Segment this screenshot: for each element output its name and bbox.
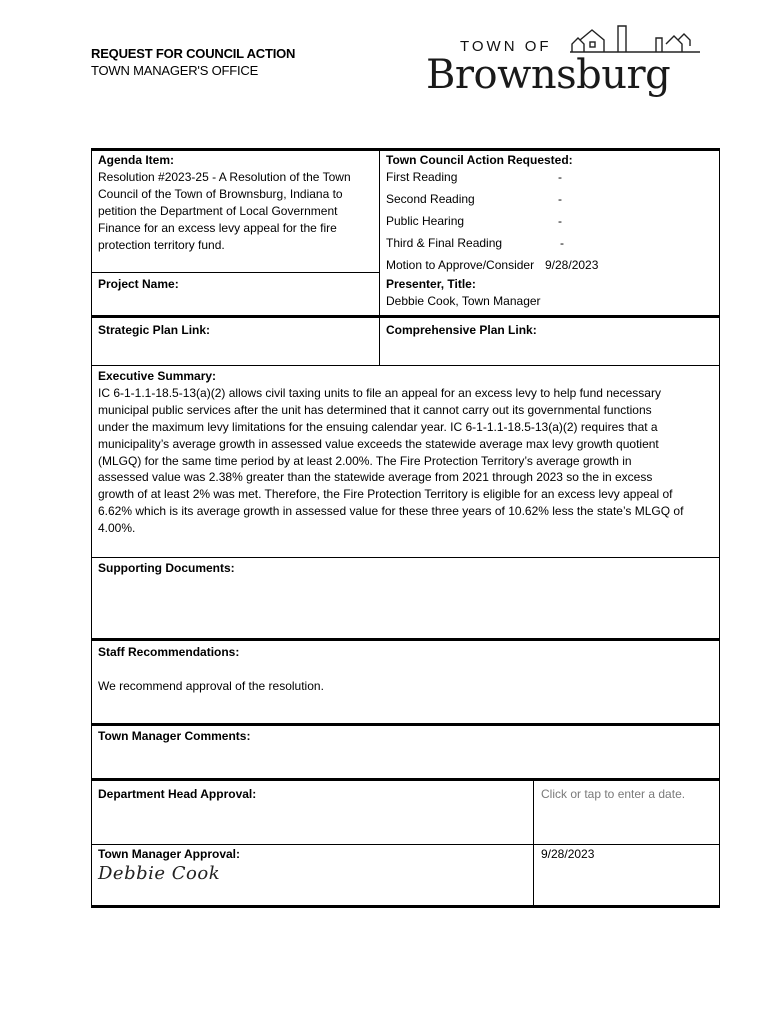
strategic-plan-label: Strategic Plan Link: (98, 323, 211, 337)
staff-recommendations-text: We recommend approval of the resolution. (98, 679, 324, 693)
executive-summary-line: 4.00%. (98, 521, 136, 536)
executive-summary-label: Executive Summary: (98, 369, 217, 383)
town-manager-approval-cell (98, 846, 240, 882)
supporting-documents-cell (98, 560, 235, 577)
action-row-motion: Motion to Approve/Consider (386, 258, 535, 272)
project-name-cell (98, 276, 179, 293)
council-action-form (91, 148, 720, 908)
action-row-second-reading: Second Reading (386, 192, 475, 206)
executive-summary-line: assessed value was 2.38% greater than the statewide average from 2021 through 2023 so the in excess (98, 470, 653, 485)
executive-summary-line: municipality’s average growth in assessed value exceeds the statewide average max levy growth quotient (98, 436, 659, 451)
logo-top-text: TOWN OF (460, 38, 552, 55)
town-manager-approval-label: Town Manager Approval: (98, 847, 241, 861)
comprehensive-plan-label: Comprehensive Plan Link: (386, 323, 537, 337)
agenda-item-text: Resolution #2023-25 - A Resolution of the Town Council of the Town of Brownsburg, Indiana to petition the Department of Local Government Finance for an excess levy appeal for the fire protection territory fund. (98, 170, 351, 252)
document-header (91, 46, 295, 78)
action-requested-cell (386, 152, 716, 169)
department-head-approval-cell (98, 786, 256, 803)
staff-recommendations-cell (98, 644, 698, 695)
executive-summary-line: under the maximum levy limitations for the ensuing calendar year. IC 6-1-1.1-18.5-13(a)(2) requires that a (98, 419, 658, 434)
town-manager-approval-date[interactable]: 9/28/2023 (541, 847, 595, 861)
executive-summary-line: (MLGQ) for the same time period by at least 2.00%. The Fire Protection Territory’s average growth in (98, 453, 632, 468)
supporting-documents-label: Supporting Documents: (98, 561, 235, 575)
agenda-item-cell (98, 152, 376, 254)
action-row-third-final-reading: Third & Final Reading (386, 236, 503, 250)
presenter-cell (386, 276, 716, 310)
logo-main-text: Brownsburg (426, 52, 671, 98)
town-manager-signature: Debbie Cook (98, 863, 221, 884)
executive-summary-line: municipal public services after the unit has determined that it cannot carry out its governmental functions (98, 402, 652, 417)
department-head-date-field[interactable]: Click or tap to enter a date. (541, 787, 686, 801)
executive-summary-line: growth of at least 2% was met. Therefore, the Fire Protection Territory is eligible for an excess levy appeal of (98, 487, 673, 502)
executive-summary-line: IC 6-1-1.1-18.5-13(a)(2) allows civil taxing units to file an appeal for an excess levy to help fund necessary (98, 385, 661, 400)
project-name-label: Project Name: (98, 277, 179, 291)
action-value-second-reading: - (558, 192, 562, 206)
town-logo (424, 22, 714, 98)
town-skyline-icon (570, 22, 710, 62)
comprehensive-plan-cell (386, 322, 537, 339)
staff-recommendations-label: Staff Recommendations: (98, 645, 240, 659)
document-title: REQUEST FOR COUNCIL ACTION (91, 46, 296, 61)
presenter-value: Debbie Cook, Town Manager (386, 294, 541, 308)
action-value-motion: 9/28/2023 (545, 258, 599, 272)
action-row-public-hearing: Public Hearing (386, 214, 465, 228)
executive-summary-cell (98, 368, 718, 537)
document-subtitle: TOWN MANAGER'S OFFICE (91, 63, 259, 78)
town-manager-comments-cell (98, 728, 250, 745)
action-row-first-reading: First Reading (386, 170, 458, 184)
action-requested-label: Town Council Action Requested: (386, 153, 573, 167)
action-value-public-hearing: - (558, 214, 562, 228)
action-value-third-final-reading: - (560, 236, 564, 250)
strategic-plan-cell (98, 322, 210, 339)
presenter-label: Presenter, Title: (386, 277, 476, 291)
executive-summary-line: 6.62% which is its average growth in assessed value for these three years of 10.62% less the state’s MLGQ of (98, 504, 684, 519)
action-value-first-reading: - (558, 170, 562, 184)
agenda-item-label: Agenda Item: (98, 153, 175, 167)
town-manager-comments-label: Town Manager Comments: (98, 729, 251, 743)
department-head-approval-label: Department Head Approval: (98, 787, 257, 801)
